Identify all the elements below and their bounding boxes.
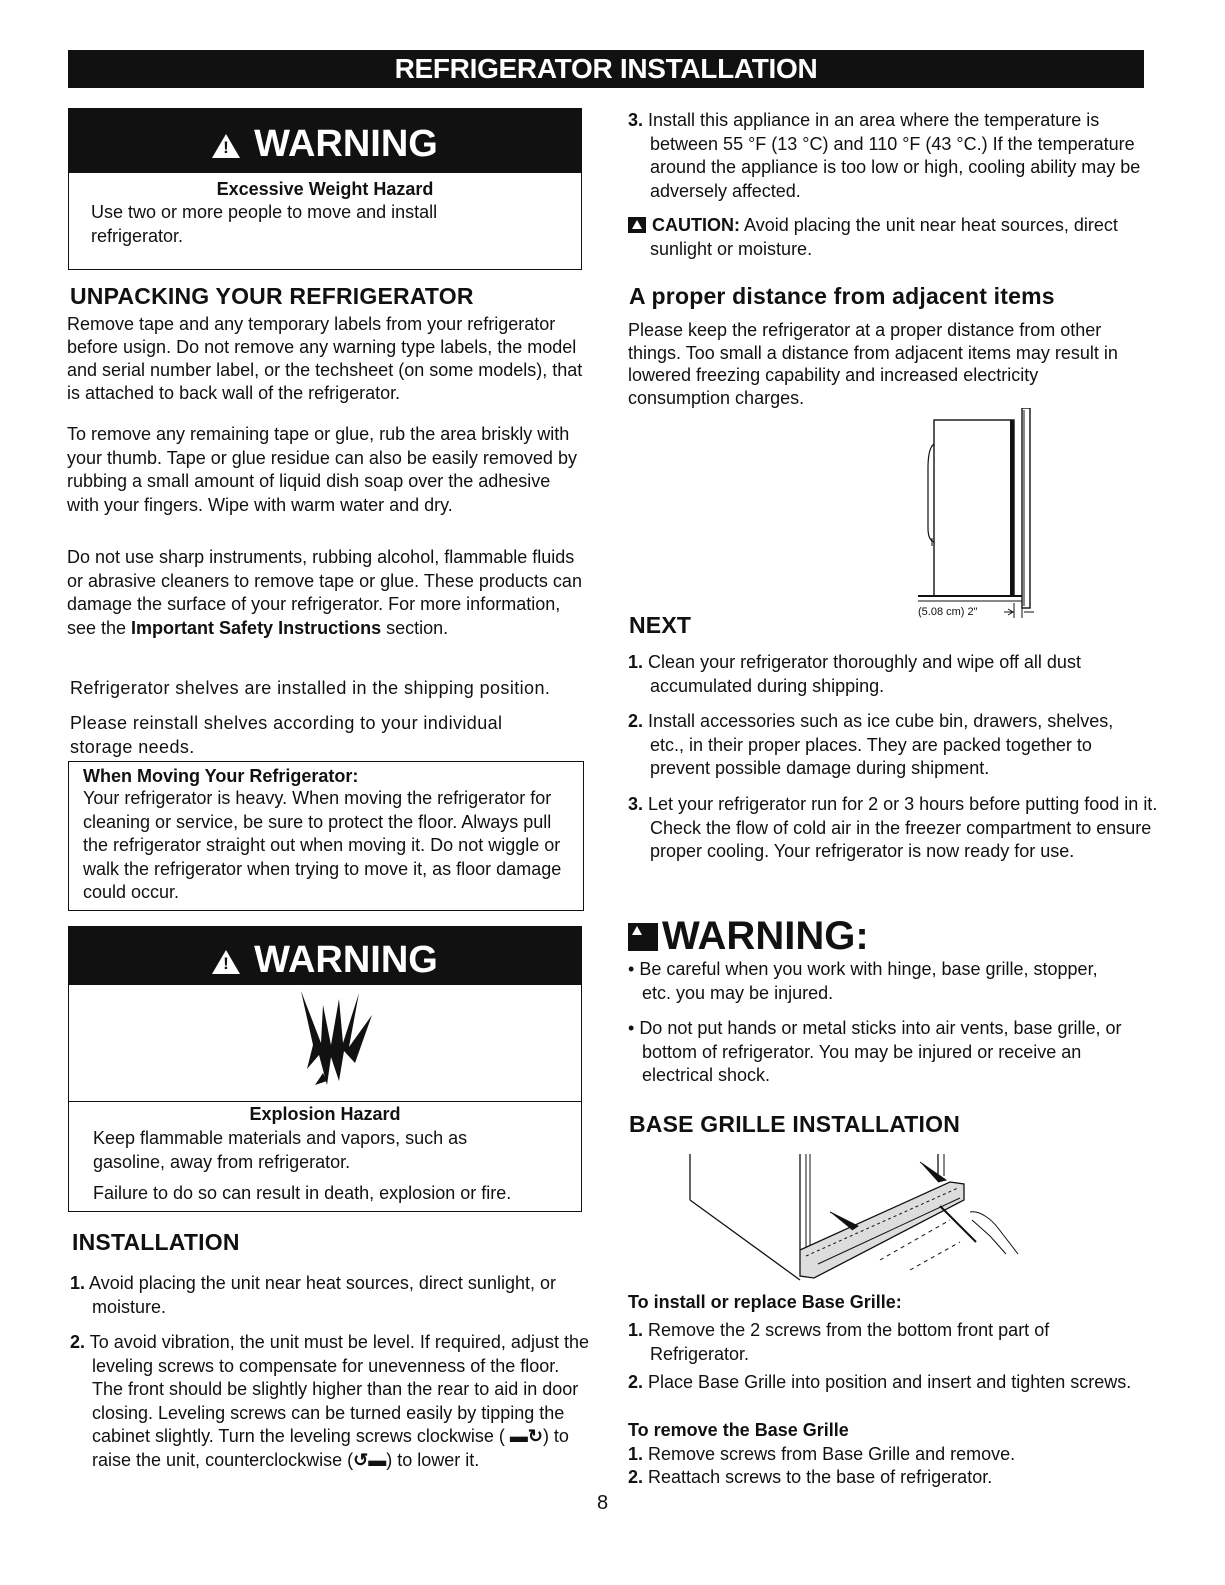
weight-warning-box bbox=[68, 108, 582, 270]
moving-note-title: When Moving Your Refrigerator: bbox=[83, 766, 359, 786]
item-text: ) to lower it. bbox=[386, 1449, 480, 1470]
bullet-text: Be careful when you work with hinge, base grille, stopper, etc. you may be injured. bbox=[639, 959, 1098, 1003]
warning-text: Keep flammable materials and vapors, such as gasoline, away from refrigerator. bbox=[93, 1128, 468, 1172]
item-text: Remove screws from Base Grille and remove. bbox=[648, 1444, 1016, 1464]
item-number: 2. bbox=[628, 1372, 644, 1392]
unpacking-paragraph-5: Please reinstall shelves according to your individual storage needs. bbox=[70, 713, 503, 757]
item-number: 1. bbox=[628, 1444, 644, 1464]
base-grille-heading: BASE GRILLE INSTALLATION bbox=[629, 1111, 961, 1137]
next-item-1 bbox=[628, 651, 1160, 698]
clearance-dimension-label: (5.08 cm) 2" bbox=[918, 606, 978, 618]
bullet-icon: • bbox=[628, 1018, 640, 1038]
warning-triangle-icon bbox=[212, 134, 240, 158]
moving-note-text: Your refrigerator is heavy. When moving the refrigerator for cleaning or service, be sure to protect the floor. Always pull the refrigerator straight out when moving it. Do not wiggle or walk the refrigerator when trying to move it, as floor damage could occur. bbox=[83, 788, 562, 902]
warning-bullet-2 bbox=[628, 1017, 1132, 1088]
installation-item-1 bbox=[70, 1272, 612, 1319]
clearance-diagram bbox=[900, 408, 1040, 626]
item-number: 1. bbox=[70, 1273, 86, 1293]
unpacking-paragraph-4: Refrigerator shelves are installed in the shipping position. bbox=[70, 678, 551, 698]
bullet-text: Do not put hands or metal sticks into air vents, base grille, or bottom of refrigerator. You may be injured or receive an electrical shock. bbox=[639, 1018, 1122, 1085]
unpacking-heading: UNPACKING YOUR REFRIGERATOR bbox=[70, 283, 474, 309]
item-number: 1. bbox=[628, 1320, 644, 1340]
counterclockwise-icon: ↺▬ bbox=[353, 1449, 387, 1470]
unpacking-paragraph-1: Remove tape and any temporary labels from your refrigerator before usign. Do not remove any warning type labels, the model and serial number label, or the techsheet (on some models), that is attached to back wall of the refrigerator. bbox=[67, 314, 583, 403]
base-grille-diagram bbox=[680, 1150, 1030, 1290]
caution-note bbox=[628, 214, 1150, 261]
warning-heading bbox=[628, 914, 869, 959]
item-text: To avoid vibration, the unit must be level. If required, adjust the leveling screws to compensate for unevenness of the floor. The front should be slightly higher than the rear to aid in door closing. Leveling screws can be turned easily by tipping the cabinet slightly. Turn the leveling screws clockwise ( bbox=[89, 1332, 589, 1446]
warning-text: Use two or more people to move and install refrigerator. bbox=[91, 202, 438, 246]
warning-title: WARNING: bbox=[662, 914, 869, 958]
item-number: 3. bbox=[628, 794, 644, 814]
installation-item-3 bbox=[628, 109, 1160, 203]
remove-grille-step-2 bbox=[628, 1466, 1170, 1490]
install-grille-step-2 bbox=[628, 1371, 1225, 1395]
clockwise-icon: ▬↻ bbox=[509, 1426, 543, 1446]
next-item-3 bbox=[628, 793, 1170, 864]
warning-subtitle: Excessive Weight Hazard bbox=[216, 179, 434, 199]
install-grille-step-1 bbox=[628, 1319, 1130, 1366]
remove-grille-title: To remove the Base Grille bbox=[628, 1420, 849, 1440]
unpacking-paragraph-2: To remove any remaining tape or glue, rub the area briskly with your thumb. Tape or glue residue can also be easily removed by rubbing a small amount of liquid dish soap over the adhesive with your fingers. Wipe with warm water and dry. bbox=[67, 424, 577, 515]
warning-header bbox=[69, 927, 581, 985]
installation-item-2 bbox=[70, 1331, 592, 1472]
bullet-icon: • bbox=[628, 959, 640, 979]
explosion-warning-box bbox=[68, 926, 582, 1212]
safety-instructions-reference: Important Safety Instructions bbox=[131, 617, 382, 638]
item-text: Place Base Grille into position and insert and tighten screws. bbox=[648, 1372, 1132, 1392]
warning-title: WARNING bbox=[254, 123, 438, 165]
item-number: 3. bbox=[628, 110, 644, 130]
warning-bullet-1 bbox=[628, 958, 1112, 1005]
item-text: Let your refrigerator run for 2 or 3 hours before putting food in it. Check the flow of cold air in the freezer compartment to ensure proper cooling. Your refrigerator is now ready for use. bbox=[648, 794, 1158, 861]
warning-consequence: Failure to do so can result in death, explosion or fire. bbox=[93, 1183, 512, 1203]
install-grille-title: To install or replace Base Grille: bbox=[628, 1292, 902, 1312]
item-number: 2. bbox=[70, 1332, 86, 1352]
explosion-icon bbox=[69, 985, 581, 1101]
warning-subtitle: Explosion Hazard bbox=[249, 1104, 401, 1124]
item-text: Remove the 2 screws from the bottom front part of Refrigerator. bbox=[648, 1320, 1050, 1364]
paragraph-text: Do not use sharp instruments, rubbing alcohol, flammable fluids or abrasive cleaners to remove tape or glue. These products can damage the surface of your refrigerator. For more information, see the bbox=[67, 547, 582, 638]
page-banner: REFRIGERATOR INSTALLATION bbox=[68, 50, 1144, 88]
distance-heading: A proper distance from adjacent items bbox=[629, 283, 1055, 309]
warning-triangle-icon bbox=[212, 950, 240, 974]
item-number: 1. bbox=[628, 652, 644, 672]
distance-text: Please keep the refrigerator at a proper distance from other things. Too small a distance from adjacent items may result in lowered freezing capability and increased electricity consumption charges. bbox=[628, 320, 1118, 408]
next-heading: NEXT bbox=[629, 612, 692, 638]
next-item-2 bbox=[628, 710, 1140, 781]
item-number: 2. bbox=[628, 1467, 644, 1487]
installation-heading: INSTALLATION bbox=[72, 1229, 240, 1255]
unpacking-paragraph-3 bbox=[67, 546, 587, 640]
moving-note-box bbox=[68, 761, 584, 911]
paragraph-text: section. bbox=[381, 617, 449, 638]
caution-label: CAUTION: bbox=[652, 215, 740, 235]
caution-text: Avoid placing the unit near heat sources, direct sunlight or moisture. bbox=[650, 215, 1118, 259]
item-text: Clean your refrigerator thoroughly and wipe off all dust accumulated during shipping. bbox=[648, 652, 1081, 696]
warning-header bbox=[69, 109, 581, 173]
item-text: Install this appliance in an area where the temperature is between 55 °F (13 °C) and 110 °F (43 °C.) If the temperature around the appliance is too low or high, cooling ability may be adversely affected. bbox=[648, 110, 1141, 201]
warning-icon bbox=[628, 923, 658, 951]
remove-grille-step-1 bbox=[628, 1443, 1170, 1467]
warning-title: WARNING bbox=[254, 939, 438, 981]
item-text: Install accessories such as ice cube bin, drawers, shelves, etc., in their proper places. They are packed together to prevent possible damage during shipment. bbox=[648, 711, 1114, 778]
item-text: ) to raise the unit, counterclockwise ( bbox=[92, 1426, 569, 1470]
item-text: Avoid placing the unit near heat sources, direct sunlight, or moisture. bbox=[89, 1273, 556, 1317]
page-number: 8 bbox=[597, 1492, 609, 1514]
caution-icon bbox=[628, 217, 646, 233]
item-text: Reattach screws to the base of refrigerator. bbox=[648, 1467, 993, 1487]
item-number: 2. bbox=[628, 711, 644, 731]
